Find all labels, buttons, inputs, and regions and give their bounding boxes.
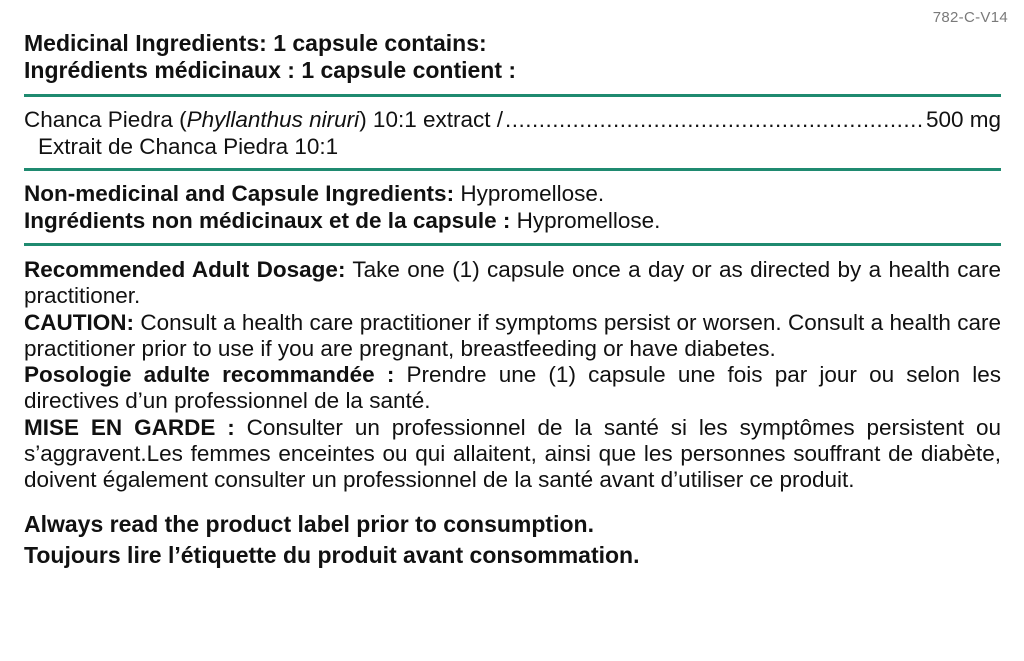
mise-text: Consulter un professionnel de la santé si les symptômes persistent ou s’aggravent.Les femmes enceintes ou qui allaitent, ainsi que les personnes souffrant de diabète, doivent également consulter un professionnel de la santé avant d’utiliser ce produit. [24, 414, 1001, 493]
non-medicinal-label-fr: Ingrédients non médicinaux et de la capsule : [24, 208, 511, 233]
mise-label: MISE EN GARDE : [24, 414, 235, 440]
dosage-text-en: Take one (1) capsule once a day or as directed by a health care practitioner. [24, 257, 1001, 309]
ingredient-name-prefix: Chanca Piedra ( [24, 107, 187, 132]
dosage-text-fr: Prendre une (1) capsule une fois par jour ou selon les directives d’un professionnel de la santé. [24, 362, 1001, 414]
dosage-label-en: Recommended Adult Dosage: [24, 257, 346, 282]
mise-en-garde [24, 415, 1001, 494]
non-medicinal-value-fr: Hypromellose. [510, 208, 661, 233]
dosage-fr [24, 362, 1001, 415]
non-medicinal-value-en: Hypromellose. [454, 181, 605, 206]
ingredient-name-suffix: ) 10:1 extract / [359, 107, 503, 132]
medicinal-title-en: Medicinal Ingredients: 1 capsule contains: [24, 30, 487, 56]
non-medicinal-en [24, 180, 1001, 207]
label-code: 782-C-V14 [932, 9, 1008, 26]
medicinal-title-fr: Ingrédients médicinaux : 1 capsule contient : [24, 57, 517, 83]
dot-leader [505, 106, 922, 133]
divider-rule [24, 243, 1001, 246]
ingredients-panel [24, 30, 1001, 571]
divider-rule [24, 168, 1001, 171]
ingredient-quantity: 500 mg [925, 107, 1001, 132]
caution-text: Consult a health care practitioner if symptoms persist or worsen. Consult a health care practitioner prior to use if you are pregnant, breastfeeding or have diabetes. [24, 309, 1001, 361]
always-read-en: Always read the product label prior to consumption. [24, 510, 594, 537]
dosage-label-fr: Posologie adulte recommandée : [24, 362, 395, 388]
non-medicinal-fr [24, 207, 1001, 234]
caution-label: CAUTION: [24, 309, 134, 335]
ingredient-row [24, 106, 1001, 133]
always-read-fr: Toujours lire l’étiquette du produit avant consommation. [24, 541, 640, 568]
ingredient-name [24, 106, 503, 133]
ingredient-name-fr: Extrait de Chanca Piedra 10:1 [38, 134, 339, 159]
medicinal-heading [24, 30, 1001, 84]
divider-rule [24, 94, 1001, 97]
non-medicinal-label-en: Non-medicinal and Capsule Ingredients: [24, 181, 455, 206]
non-medicinal-section [24, 180, 1001, 234]
dosage-section [24, 257, 1001, 494]
ingredient-latin-name: Phyllanthus niruri [186, 107, 360, 132]
footer-warning [24, 509, 1001, 571]
dosage-en [24, 257, 1001, 310]
caution-en [24, 310, 1001, 363]
